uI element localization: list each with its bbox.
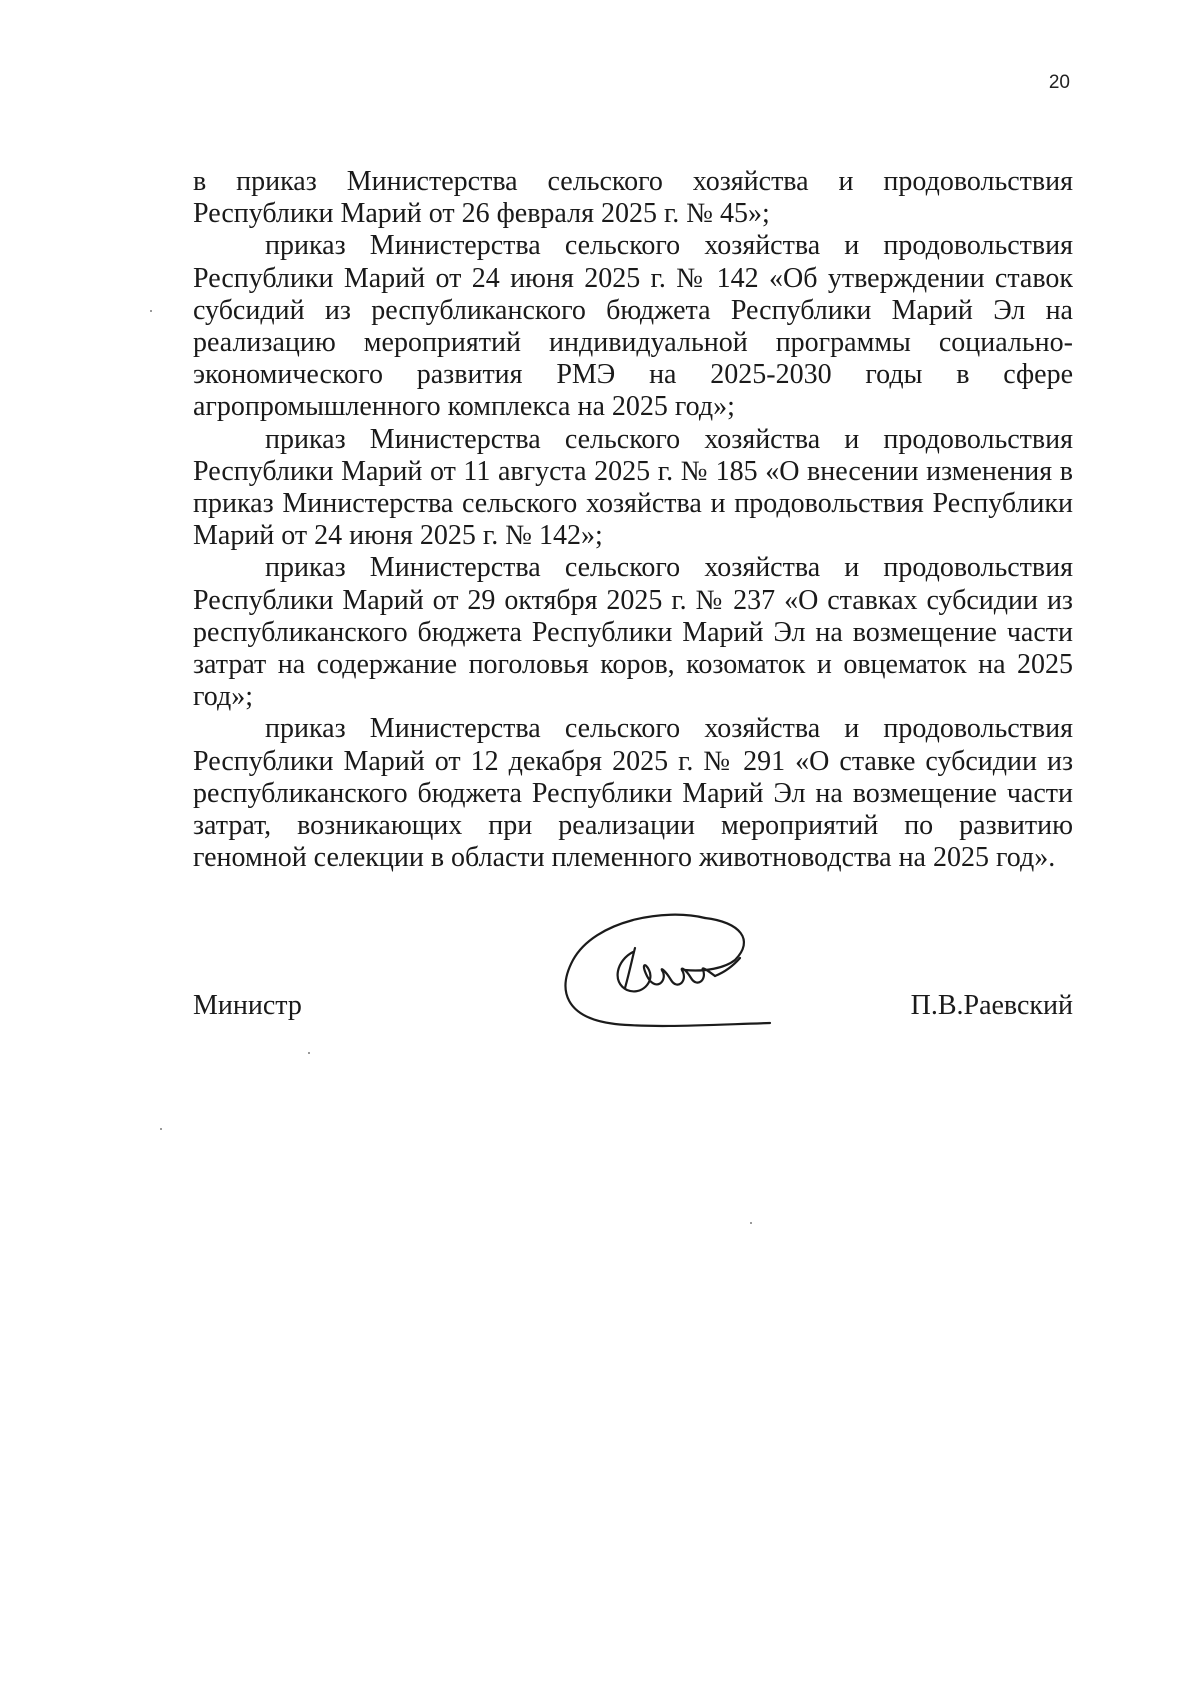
signatory-title: Министр [193,990,302,1021]
scan-speck [160,1128,162,1130]
paragraph-continuation: в приказ Министерства сельского хозяйства и продовольствия Республики Марий от 26 февраля 2025 г. № 45»; [193,166,1073,230]
document-body [193,166,1073,874]
paragraph-order-142: приказ Министерства сельского хозяйства и продовольствия Республики Марий от 24 июня 2025 г. № 142 «Об утверждении ставок субсидий из республиканского бюджета Республики Марий Эл на реализацию мероприятий индивидуальной программы социально-экономического развития РМЭ на 2025-2030 годы в сфере агропромышленного комплекса на 2025 год»; [193,230,1073,423]
page-number: 20 [1048,72,1070,93]
paragraph-order-237: приказ Министерства сельского хозяйства и продовольствия Республики Марий от 29 октября 2025 г. № 237 «О ставках субсидии из республиканского бюджета Республики Марий Эл на возмещение части затрат на содержание поголовья коров, козоматок и овцематок на 2025 год»; [193,552,1073,713]
scan-speck [750,1222,752,1224]
scan-speck [308,1052,310,1054]
signatory-name: П.В.Раевский [910,990,1073,1021]
signature-block [193,990,1073,1034]
scan-speck [150,310,152,312]
paragraph-order-291: приказ Министерства сельского хозяйства и продовольствия Республики Марий от 12 декабря 2025 г. № 291 «О ставке субсидии из республиканского бюджета Республики Марий Эл на возмещение части затрат, возникающих при реализации мероприятий по развитию геномной селекции в области племенного животноводства на 2025 год». [193,713,1073,874]
paragraph-order-185: приказ Министерства сельского хозяйства и продовольствия Республики Марий от 11 августа 2025 г. № 185 «О внесении изменения в приказ Министерства сельского хозяйства и продовольствия Республики Марий от 24 июня 2025 г. № 142»; [193,423,1073,552]
